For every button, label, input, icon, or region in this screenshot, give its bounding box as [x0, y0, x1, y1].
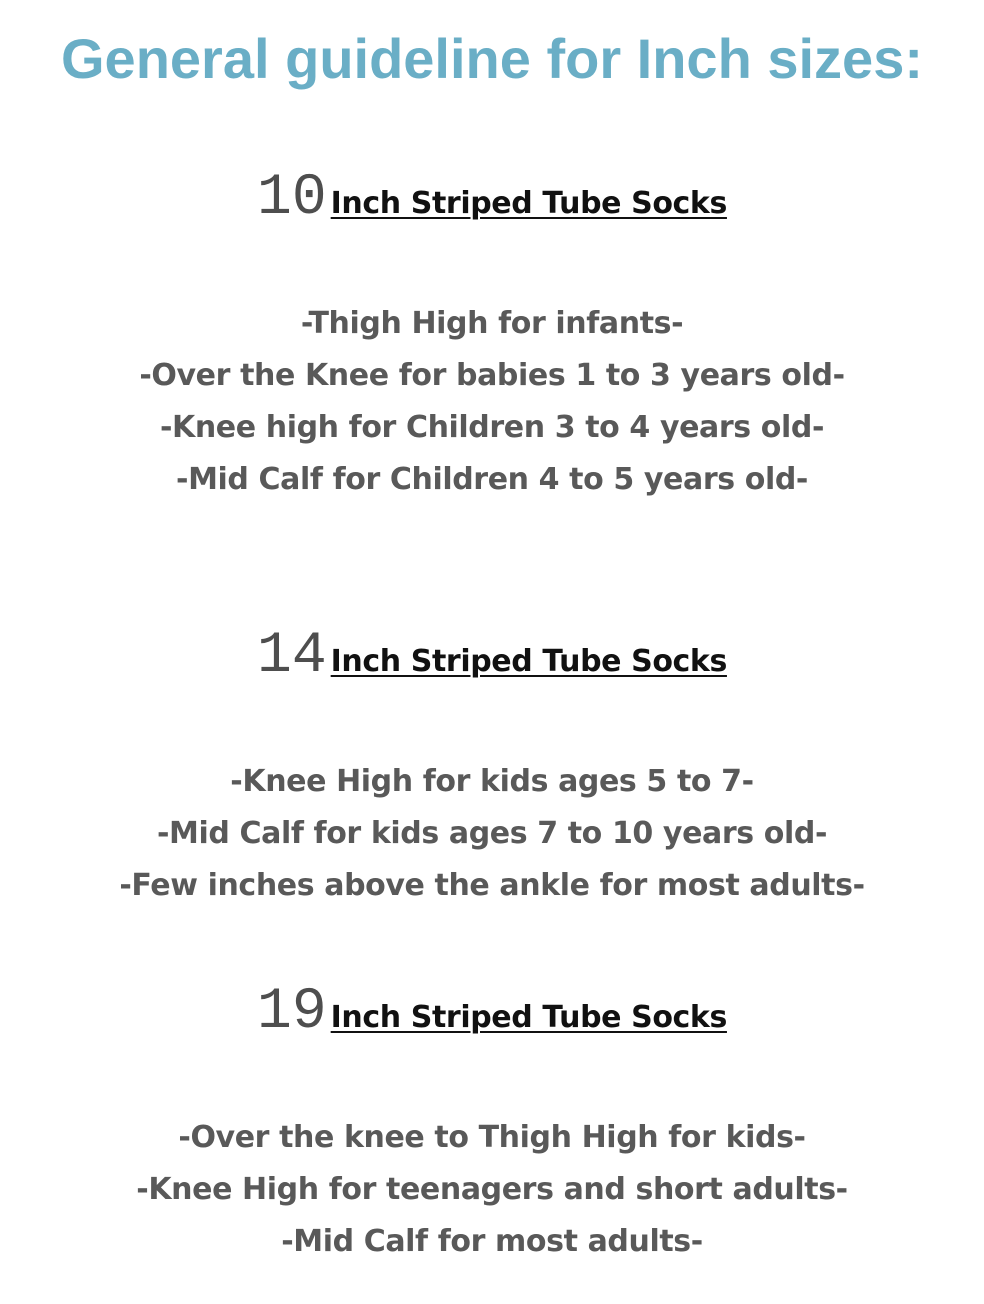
page-title: General guideline for Inch sizes:: [61, 27, 923, 90]
size-number: 14: [257, 624, 327, 689]
list-item: -Few inches above the ankle for most adults-: [119, 868, 865, 903]
list-item: -Over the knee to Thigh High for kids-: [178, 1120, 806, 1155]
list-item: -Thigh High for infants-: [300, 306, 684, 341]
list-item: -Knee High for kids ages 5 to 7-: [230, 764, 754, 799]
list-item: -Mid Calf for Children 4 to 5 years old-: [176, 462, 808, 497]
section-heading-19-inch: [0, 980, 984, 1045]
section-heading-10-inch: [0, 166, 984, 231]
list-item: -Mid Calf for kids ages 7 to 10 years old-: [157, 816, 827, 851]
list-item: -Over the Knee for babies 1 to 3 years old-: [139, 358, 845, 393]
section-label: Inch Striped Tube Socks: [330, 644, 727, 679]
list-item: -Mid Calf for most adults-: [281, 1224, 703, 1259]
section-label: Inch Striped Tube Socks: [330, 186, 727, 221]
size-guide-list-19-inch: [0, 1112, 984, 1268]
size-number: 10: [257, 166, 327, 231]
section-label: Inch Striped Tube Socks: [330, 1000, 727, 1035]
size-number: 19: [257, 980, 327, 1045]
list-item: -Knee High for teenagers and short adults-: [136, 1172, 848, 1207]
size-guide-list-14-inch: [0, 756, 984, 912]
size-guide-list-10-inch: [0, 298, 984, 506]
list-item: -Knee high for Children 3 to 4 years old-: [159, 410, 825, 445]
section-heading-14-inch: [0, 624, 984, 689]
